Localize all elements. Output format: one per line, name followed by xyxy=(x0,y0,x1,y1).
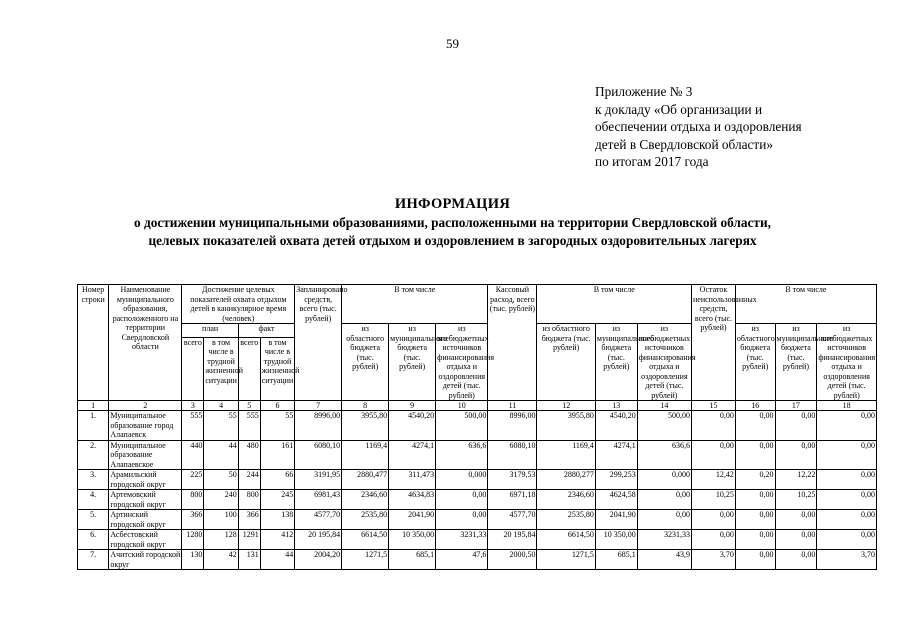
header-including-cash: В том числе xyxy=(537,285,692,324)
value-cell: 0,00 xyxy=(735,550,775,570)
appendix-line: обеспечении отдыха и оздоровления xyxy=(595,119,802,134)
column-number-row xyxy=(78,401,877,411)
table-header xyxy=(78,285,877,411)
value-cell: 0,00 xyxy=(735,510,775,530)
header-fact: факт xyxy=(238,324,294,338)
header-including-balance: В том числе xyxy=(735,285,876,324)
value-cell: 0,00 xyxy=(817,530,877,550)
value-cell: 240 xyxy=(204,490,238,510)
value-cell: 366 xyxy=(238,510,260,530)
value-cell: 47,6 xyxy=(436,550,488,570)
value-cell: 12,42 xyxy=(692,470,736,490)
municipality-name-cell: Арамильский городской округ xyxy=(109,470,182,490)
header-regional-budget: из областного бюджета (тыс. рублей) xyxy=(342,324,389,401)
table-row xyxy=(78,550,877,570)
value-cell: 245 xyxy=(260,490,294,510)
value-cell: 2880,477 xyxy=(342,470,389,490)
table-row xyxy=(78,470,877,490)
document-title: ИНФОРМАЦИЯ xyxy=(394,196,511,212)
value-cell: 44 xyxy=(260,550,294,570)
column-number: 1 xyxy=(78,401,109,411)
appendix-note xyxy=(595,83,802,171)
value-cell: 4577,70 xyxy=(488,510,537,530)
municipality-name-cell: Артинский городской округ xyxy=(109,510,182,530)
value-cell: 1271,5 xyxy=(342,550,389,570)
value-cell: 10,25 xyxy=(692,490,736,510)
header-unused-balance: Остаток неиспользованных средств, всего (тыс. рублей) xyxy=(692,285,736,401)
header-row-number: Номер строки xyxy=(78,285,109,401)
header-planned-funds: Запланировано средств, всего (тыс. рублей) xyxy=(295,285,342,401)
column-number: 9 xyxy=(389,401,436,411)
header-municipal-budget-balance: из муниципального бюджета (тыс. рублей) xyxy=(775,324,817,401)
value-cell: 66 xyxy=(260,470,294,490)
subtitle-line: о достижении муниципальными образованиями, расположенными на территории Свердловской области, xyxy=(134,215,771,230)
value-cell: 10,25 xyxy=(775,490,817,510)
value-cell: 161 xyxy=(260,440,294,470)
column-number: 3 xyxy=(182,401,204,411)
value-cell: 55 xyxy=(260,411,294,441)
value-cell: 12,22 xyxy=(775,470,817,490)
value-cell: 412 xyxy=(260,530,294,550)
municipality-name-cell: Муниципальное образование город Алапаевск xyxy=(109,411,182,441)
value-cell: 4274,1 xyxy=(389,440,436,470)
value-cell: 10 350,00 xyxy=(595,530,637,550)
row-number-cell: 7. xyxy=(78,550,109,570)
value-cell: 4540,20 xyxy=(389,411,436,441)
row-number-cell: 6. xyxy=(78,530,109,550)
value-cell: 4540,20 xyxy=(595,411,637,441)
value-cell: 440 xyxy=(182,440,204,470)
value-cell: 3,70 xyxy=(817,550,877,570)
value-cell: 0,00 xyxy=(775,510,817,530)
column-number: 7 xyxy=(295,401,342,411)
row-number-cell: 5. xyxy=(78,510,109,530)
value-cell: 0,00 xyxy=(637,490,691,510)
value-cell: 2535,80 xyxy=(342,510,389,530)
column-number: 10 xyxy=(436,401,488,411)
value-cell: 0,00 xyxy=(735,440,775,470)
value-cell: 0,00 xyxy=(775,530,817,550)
column-number: 4 xyxy=(204,401,238,411)
value-cell: 0,00 xyxy=(817,440,877,470)
value-cell: 244 xyxy=(238,470,260,490)
value-cell: 50 xyxy=(204,470,238,490)
value-cell: 0,000 xyxy=(637,470,691,490)
value-cell: 6981,43 xyxy=(295,490,342,510)
row-number-cell: 1. xyxy=(78,411,109,441)
value-cell: 131 xyxy=(238,550,260,570)
value-cell: 2346,60 xyxy=(537,490,595,510)
value-cell: 0,00 xyxy=(692,510,736,530)
header-extrabudgetary-balance: из внебюджетных источников финансирования отдыха и оздоровления детей (тыс. рублей) xyxy=(818,324,876,400)
value-cell: 0,00 xyxy=(775,411,817,441)
value-cell: 2041,90 xyxy=(389,510,436,530)
value-cell: 3231,33 xyxy=(637,530,691,550)
table-row xyxy=(78,510,877,530)
value-cell: 4624,58 xyxy=(595,490,637,510)
column-number: 18 xyxy=(817,401,877,411)
value-cell: 0,00 xyxy=(735,530,775,550)
header-fact-difficult: в том числе в трудной жизненной ситуации xyxy=(260,337,294,400)
municipality-name-cell: Муниципальное образование Алапаевское xyxy=(109,440,182,470)
municipality-name-cell: Асбестовский городской округ xyxy=(109,530,182,550)
appendix-line: к докладу «Об организации и xyxy=(595,101,763,117)
value-cell: 128 xyxy=(204,530,238,550)
table-row xyxy=(78,490,877,510)
value-cell: 1280 xyxy=(182,530,204,550)
data-table xyxy=(77,284,877,570)
value-cell: 6080,10 xyxy=(295,440,342,470)
value-cell: 636,6 xyxy=(436,440,488,470)
value-cell: 366 xyxy=(182,510,204,530)
row-number-cell: 2. xyxy=(78,440,109,470)
value-cell: 8996,00 xyxy=(295,411,342,441)
value-cell: 6614,50 xyxy=(342,530,389,550)
value-cell: 3955,80 xyxy=(342,411,389,441)
value-cell: 6614,50 xyxy=(537,530,595,550)
column-number: 5 xyxy=(238,401,260,411)
value-cell: 20 195,84 xyxy=(295,530,342,550)
value-cell: 100 xyxy=(204,510,238,530)
appendix-line: по итогам 2017 года xyxy=(595,154,709,169)
value-cell: 4634,83 xyxy=(389,490,436,510)
page-number: 59 xyxy=(446,36,459,51)
value-cell: 1169,4 xyxy=(342,440,389,470)
row-number-cell: 4. xyxy=(78,490,109,510)
value-cell: 500,00 xyxy=(436,411,488,441)
value-cell: 800 xyxy=(238,490,260,510)
value-cell: 0,20 xyxy=(735,470,775,490)
value-cell: 0,00 xyxy=(692,530,736,550)
header-extrabudgetary-cash: из внебюджетных источников финансирования отдыха и оздоровления детей (тыс. рублей) xyxy=(638,324,696,400)
value-cell: 1271,5 xyxy=(537,550,595,570)
value-cell: 55 xyxy=(204,411,238,441)
header-municipal-budget-cash: из муниципального бюджета (тыс. рублей) xyxy=(595,324,637,401)
value-cell: 555 xyxy=(238,411,260,441)
value-cell: 311,473 xyxy=(389,470,436,490)
value-cell: 0,00 xyxy=(692,440,736,470)
value-cell: 1291 xyxy=(238,530,260,550)
value-cell: 0,00 xyxy=(436,510,488,530)
value-cell: 4274,1 xyxy=(595,440,637,470)
value-cell: 685,1 xyxy=(389,550,436,570)
column-number: 6 xyxy=(260,401,294,411)
value-cell: 2346,60 xyxy=(342,490,389,510)
column-number: 14 xyxy=(637,401,691,411)
value-cell: 138 xyxy=(260,510,294,530)
subtitle-line: целевых показателей охвата детей отдыхом и оздоровлением в загородных оздоровительных лагерях xyxy=(148,233,757,248)
value-cell: 43,9 xyxy=(637,550,691,570)
value-cell: 2041,90 xyxy=(595,510,637,530)
header-extrabudgetary: из внебюджетных источников финансирования отдыха и оздоровления детей (тыс. рублей) xyxy=(437,324,495,400)
value-cell: 225 xyxy=(182,470,204,490)
municipality-name-cell: Ачитский городской округ xyxy=(110,550,181,569)
table-row xyxy=(78,411,877,441)
value-cell: 44 xyxy=(204,440,238,470)
value-cell: 0,00 xyxy=(817,470,877,490)
header-fact-total: всего xyxy=(238,337,260,400)
value-cell: 0,00 xyxy=(817,490,877,510)
value-cell: 0,00 xyxy=(735,490,775,510)
value-cell: 0,000 xyxy=(436,470,488,490)
column-number: 8 xyxy=(342,401,389,411)
value-cell: 2000,50 xyxy=(488,550,537,570)
value-cell: 130 xyxy=(182,550,204,570)
value-cell: 0,00 xyxy=(775,550,817,570)
value-cell: 6080,10 xyxy=(488,440,537,470)
value-cell: 800 xyxy=(182,490,204,510)
header-plan-difficult: в том числе в трудной жизненной ситуации xyxy=(204,337,238,400)
header-plan-total: всего xyxy=(182,337,204,400)
header-regional-budget-balance: из областного бюджета (тыс. рублей) xyxy=(735,324,775,401)
header-plan: план xyxy=(182,324,238,338)
table-row xyxy=(78,530,877,550)
value-cell: 2535,80 xyxy=(537,510,595,530)
value-cell: 1169,4 xyxy=(537,440,595,470)
value-cell: 3179,53 xyxy=(488,470,537,490)
value-cell: 3955,80 xyxy=(537,411,595,441)
value-cell: 3,70 xyxy=(692,550,736,570)
header-regional-budget-cash: из областного бюджета (тыс. рублей) xyxy=(537,324,595,401)
value-cell: 685,1 xyxy=(595,550,637,570)
value-cell: 42 xyxy=(204,550,238,570)
header-municipal-budget: из муниципального бюджета (тыс. рублей) xyxy=(389,324,436,401)
appendix-line: детей в Свердловской области» xyxy=(595,136,773,152)
value-cell: 10 350,00 xyxy=(389,530,436,550)
value-cell: 0,00 xyxy=(637,510,691,530)
appendix-line: Приложение № 3 xyxy=(595,84,693,99)
value-cell: 3191,95 xyxy=(295,470,342,490)
row-number-cell: 3. xyxy=(78,470,109,490)
value-cell: 20 195,84 xyxy=(488,530,537,550)
value-cell: 555 xyxy=(182,411,204,441)
header-achievement: Достижение целевых показателей охвата отдыхом детей в каникулярное время (человек) xyxy=(182,285,295,324)
header-cash-expense: Кассовый расход, всего (тыс. рублей) xyxy=(488,285,537,401)
value-cell: 0,00 xyxy=(735,411,775,441)
value-cell: 0,00 xyxy=(436,490,488,510)
value-cell: 4577,70 xyxy=(295,510,342,530)
document-subtitle xyxy=(0,214,905,250)
value-cell: 3231,33 xyxy=(436,530,488,550)
column-number: 13 xyxy=(595,401,637,411)
column-number: 17 xyxy=(775,401,817,411)
value-cell: 6971,18 xyxy=(488,490,537,510)
value-cell: 0,00 xyxy=(817,510,877,530)
value-cell: 2004,20 xyxy=(295,550,342,570)
value-cell: 0,00 xyxy=(775,440,817,470)
column-number: 15 xyxy=(692,401,736,411)
header-municipality: Наименование муниципального образования, расположенного на территории Свердловской области xyxy=(109,285,182,401)
column-number: 12 xyxy=(537,401,595,411)
value-cell: 299,253 xyxy=(595,470,637,490)
value-cell: 2880,277 xyxy=(537,470,595,490)
value-cell: 0,00 xyxy=(692,411,736,441)
table-body xyxy=(78,411,877,570)
value-cell: 500,00 xyxy=(637,411,691,441)
value-cell: 0,00 xyxy=(817,411,877,441)
column-number: 16 xyxy=(735,401,775,411)
column-number: 2 xyxy=(109,401,182,411)
municipality-name-cell: Артемовский городской округ xyxy=(109,490,182,510)
value-cell: 8996,00 xyxy=(488,411,537,441)
table-row xyxy=(78,440,877,470)
value-cell: 480 xyxy=(238,440,260,470)
header-including-planned: В том числе xyxy=(342,285,488,324)
value-cell: 636,6 xyxy=(637,440,691,470)
column-number: 11 xyxy=(488,401,537,411)
